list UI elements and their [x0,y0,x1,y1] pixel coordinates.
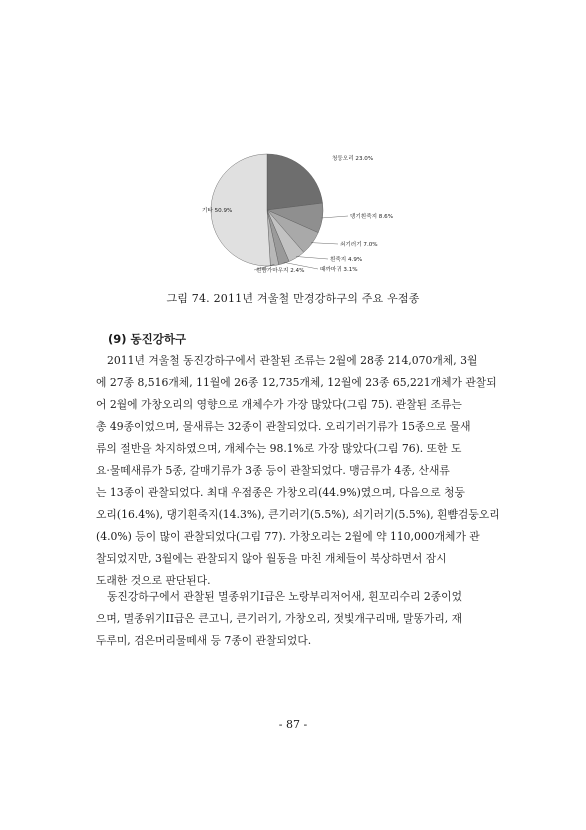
slice-label: 때까마귀 3.1% [320,267,358,273]
paragraph-line: 는 13종이 관찰되었다. 최대 우점종은 가창오리(44.9%)였으며, 다음으로 청둥 [96,486,465,499]
figure-caption: 그림 74. 2011년 겨울철 만경강하구의 주요 우점종 [166,292,420,305]
paragraph-line: 총 49종이었으며, 물새류는 32종이 관찰되었다. 오리기러기류가 15종으로 물새 [96,420,471,433]
paragraph-line: 오리(16.4%), 댕기흰죽지(14.3%), 큰기러기(5.5%), 쇠기러기(5.5%), 흰뺨검둥오리 [96,508,500,521]
paragraph-line: 요·물떼새류가 5종, 갈매기류가 3종 등이 관찰되었다. 맹금류가 4종, 산새류 [96,464,450,477]
page-number: - 87 - [278,718,308,731]
leader-line [321,216,348,218]
slice-label: 흰죽지 4.9% [330,257,363,263]
paragraph-line: 어 2월에 가창오리의 영향으로 개체수가 가장 많았다(그림 75). 관찰된 조류는 [96,398,462,411]
section-heading: (9) 동진강하구 [108,332,187,346]
slice-label: 흰뺨가마우지 2.4% [256,268,305,274]
leader-line [311,243,338,244]
paragraph-line: 류의 절반을 차지하였으며, 개체수는 98.1%로 가장 많았다(그림 76). 또한 도 [96,442,462,455]
paragraph-line: 동진강하구에서 관찰된 멸종위기I급은 노랑부리저어새, 흰꼬리수리 2종이었 [107,590,463,603]
slice-label: 기타 50.9% [202,208,233,214]
paragraph-line: 2011년 겨울철 동진강하구에서 관찰된 조류는 2월에 28종 214,070개체, 3월 [107,354,478,367]
paragraph-line: 두루미, 검은머리물떼새 등 7종이 관찰되었다. [96,634,312,647]
slice-label: 쇠기러기 7.0% [340,242,378,248]
leader-line [296,257,328,259]
paragraph-line: 찰되었지만, 3월에는 관찰되지 않아 월동을 마친 개체들이 북상하면서 잠시 [96,552,447,565]
slice-label: 청둥오리 23.0% [332,156,374,162]
paragraph-line: 도래한 것으로 판단된다. [96,574,211,587]
paragraph-line: 에 27종 8,516개체, 11월에 26종 12,735개체, 12월에 23종 65,221개체가 관찰되 [96,376,497,389]
paragraph-line: 으며, 멸종위기II급은 큰고니, 큰기러기, 가창오리, 젓빛개구리매, 말똥가리, 재 [96,612,463,625]
slice-label: 댕기흰죽지 8.6% [350,214,394,220]
paragraph-1 [96,350,500,592]
pie-chart [180,140,410,280]
paragraph-2 [96,586,496,652]
paragraph-line: (4.0%) 등이 많이 관찰되었다(그림 77). 가창오리는 2월에 약 110,000개체가 관 [96,530,480,543]
pie-slice-0 [267,154,323,210]
